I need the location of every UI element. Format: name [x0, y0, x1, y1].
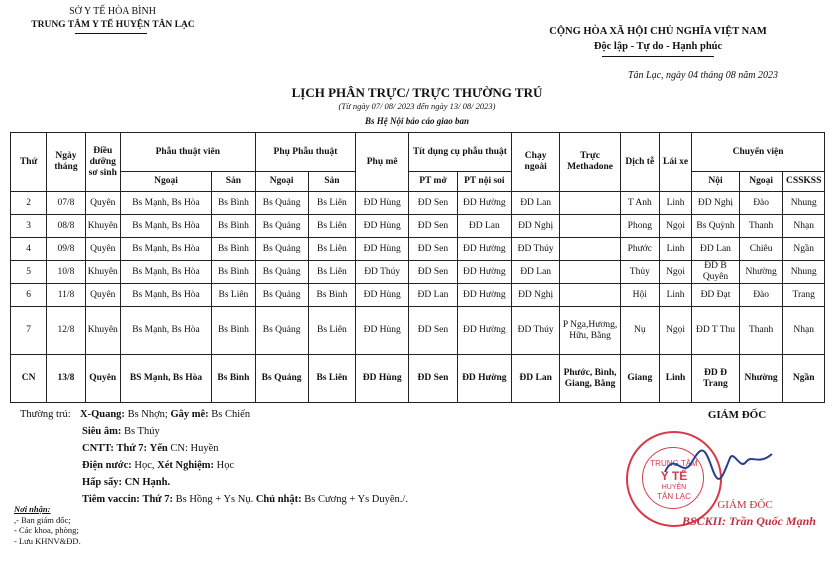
cell-dich-te: Phước — [620, 238, 659, 261]
cell-dd: Khuyên — [85, 215, 120, 238]
cell-ngay: 10/8 — [47, 261, 85, 284]
cell-ngay: 09/8 — [47, 238, 85, 261]
cntt-label: CNTT: — [82, 443, 114, 454]
cell-phu-me: ĐD Hùng — [356, 215, 409, 238]
cell-dich-te: Giang — [620, 355, 659, 403]
th-phu-ngoai: Ngoại — [255, 172, 308, 192]
cell-cv-css: Ngần — [783, 355, 825, 403]
cell-phu-san: Bs Liên — [308, 215, 356, 238]
cell-thu: 3 — [11, 215, 47, 238]
cell-dich-te: Phong — [620, 215, 659, 238]
cell-methadone — [560, 192, 620, 215]
table-row — [11, 238, 825, 261]
cell-phu-ngoai: Bs Quảng — [255, 261, 308, 284]
cell-cv-noi: Bs Quỳnh — [692, 215, 740, 238]
motto-underline — [602, 56, 714, 57]
cell-pt-noi-soi: ĐD Lan — [457, 215, 511, 238]
sign-role-red: GIÁM ĐỐC — [717, 499, 773, 511]
cell-dd: Khuyên — [85, 261, 120, 284]
vaccin-cn-label: Chủ nhật: — [255, 494, 302, 505]
cell-cv-noi: ĐD T Thu — [692, 307, 740, 355]
th-cv-noi: Nội — [692, 172, 740, 192]
cntt-t7-label: Thứ 7: — [116, 443, 148, 454]
cell-cv-noi: ĐD Nghị — [692, 192, 740, 215]
cell-phu-ngoai: Bs Quảng — [255, 192, 308, 215]
cell-thu: 7 — [11, 307, 47, 355]
cell-phu-san: Bs Liên — [308, 192, 356, 215]
note-xquang — [20, 406, 251, 423]
cell-ngay: 07/8 — [47, 192, 85, 215]
cell-ptv-san: Bs Bình — [212, 238, 256, 261]
recipient-item: - Lưu KHNV&ĐD. — [14, 535, 81, 546]
table-row — [11, 284, 825, 307]
cell-dich-te: Thủy — [620, 261, 659, 284]
vaccin-t7-label: Thứ 7: — [142, 494, 173, 505]
th-cv-css: CSSKSS — [783, 172, 825, 192]
sieuam-label: Siêu âm: — [82, 426, 122, 437]
cell-chay: ĐD Lan — [511, 192, 560, 215]
cell-ptv-san: Bs Liên — [212, 284, 256, 307]
th-ptv-ngoai: Ngoại — [120, 172, 211, 192]
recipients — [14, 504, 81, 546]
xetnghiem-label: Xét Nghiệm: — [157, 460, 214, 471]
xquang-value: Bs Nhợn; — [127, 409, 168, 420]
cell-dd: Quyên — [85, 355, 120, 403]
cell-phu-ngoai: Bs Quảng — [255, 307, 308, 355]
cell-thu: 6 — [11, 284, 47, 307]
th-chuyen-vien: Chuyển viện — [692, 133, 825, 172]
cell-pt-mo: ĐD Lan — [409, 284, 458, 307]
vaccin-t7-value: Bs Hồng + Ys Nụ. — [175, 494, 254, 505]
cell-chay: ĐD Thúy — [511, 307, 560, 355]
cell-cv-ngoai: Thanh — [739, 307, 783, 355]
cell-thu: 2 — [11, 192, 47, 215]
xquang-label: X-Quang: — [80, 409, 125, 420]
cell-thu: CN — [11, 355, 47, 403]
gayme-label: Gây mê: — [170, 409, 209, 420]
cell-pt-mo: ĐD Sen — [409, 238, 458, 261]
sieuam-value: Bs Thúy — [124, 426, 160, 437]
recipient-item: ,- Ban giám đốc; — [14, 514, 71, 525]
gayme-value: Bs Chiến — [211, 409, 251, 420]
cell-cv-css: Trang — [783, 284, 825, 307]
th-ptv-san: Sản — [212, 172, 256, 192]
nation-title: CỘNG HÒA XÃ HỘI CHỦ NGHĨA VIỆT NAM — [549, 26, 767, 37]
th-chay-ngoai: Chạy ngoài — [511, 133, 560, 192]
cell-phu-san: Bs Liên — [308, 261, 356, 284]
cell-chay: ĐD Nghị — [511, 284, 560, 307]
note-diennuoc — [20, 457, 235, 474]
cell-methadone — [560, 215, 620, 238]
stamp-district: TÂN LẠC — [657, 492, 691, 501]
table-row — [11, 261, 825, 284]
cell-methadone: Phước, Bình, Giang, Bằng — [560, 355, 620, 403]
cell-phu-ngoai: Bs Quảng — [255, 238, 308, 261]
cell-dich-te: Nụ — [620, 307, 659, 355]
cell-phu-san: Bs Liên — [308, 355, 356, 403]
cell-dich-te: Hội — [620, 284, 659, 307]
nation-motto: Độc lập - Tự do - Hạnh phúc — [593, 41, 723, 52]
cell-pt-mo: ĐD Sen — [409, 307, 458, 355]
doc-subtitle: (Từ ngày 07/ 08/ 2023 đến ngày 13/ 08/ 2023) — [338, 101, 496, 111]
cell-lai-xe: Linh — [660, 284, 692, 307]
cell-phu-me: ĐD Hùng — [356, 284, 409, 307]
th-dich-te: Dịch tễ — [620, 133, 659, 192]
cell-ptv-ngoai: Bs Mạnh, Bs Hòa — [120, 192, 211, 215]
cell-dd: Khuyên — [85, 307, 120, 355]
stamp-yte: Y TẾ — [660, 469, 688, 483]
hapsay-label: Hấp sấy: — [82, 477, 122, 488]
cell-lai-xe: Linh — [660, 192, 692, 215]
th-methadone: Trực Methadone — [560, 133, 620, 192]
org-underline — [75, 33, 147, 34]
diennuoc-value: Học, — [134, 460, 155, 471]
cell-pt-mo: ĐD Sen — [409, 215, 458, 238]
cell-lai-xe: Linh — [660, 355, 692, 403]
cell-phu-san: Bs Liên — [308, 238, 356, 261]
cell-cv-ngoai: Đào — [739, 192, 783, 215]
cell-chay: ĐD Thúy — [511, 238, 560, 261]
th-lai-xe: Lái xe — [660, 133, 692, 192]
table-row — [11, 192, 825, 215]
cell-lai-xe: Linh — [660, 238, 692, 261]
cell-cv-noi: ĐD Lan — [692, 238, 740, 261]
th-phu-pt: Phụ Phẫu thuật — [255, 133, 356, 172]
cell-pt-noi-soi: ĐD Hường — [457, 284, 511, 307]
cell-cv-ngoai: Nhường — [739, 355, 783, 403]
cell-ptv-ngoai: Bs Mạnh, Bs Hòa — [120, 261, 211, 284]
cell-thu: 4 — [11, 238, 47, 261]
cell-pt-noi-soi: ĐD Hường — [457, 355, 511, 403]
cell-cv-noi: ĐD Đạt — [692, 284, 740, 307]
th-pt-mo: PT mở — [409, 172, 458, 192]
cell-chay: ĐD Nghị — [511, 215, 560, 238]
cell-cv-noi: ĐD B Quyên — [692, 261, 740, 284]
cell-cv-ngoai: Chiêu — [739, 238, 783, 261]
note-hapsay — [20, 474, 171, 491]
signature-scribble — [660, 440, 780, 490]
cell-phu-ngoai: Bs Quảng — [255, 284, 308, 307]
th-phu-me: Phụ mê — [356, 133, 409, 192]
cell-ptv-san: Bs Bình — [212, 192, 256, 215]
cell-ngay: 13/8 — [47, 355, 85, 403]
cell-ngay: 08/8 — [47, 215, 85, 238]
cell-phu-me: ĐD Hùng — [356, 192, 409, 215]
cell-pt-noi-soi: ĐD Hường — [457, 307, 511, 355]
recipients-title: Nơi nhận: — [14, 504, 51, 514]
briefing-note: Bs Hệ Nội báo cáo giao ban — [364, 116, 469, 126]
vaccin-cn-value: Bs Cương + Ys Duyên./. — [304, 494, 408, 505]
cell-cv-ngoai: Thanh — [739, 215, 783, 238]
cell-lai-xe: Ngọi — [660, 215, 692, 238]
cell-ptv-san: Bs Bình — [212, 355, 256, 403]
header-row-2 — [11, 172, 825, 192]
cell-ptv-san: Bs Bình — [212, 261, 256, 284]
org-name: TRUNG TÂM Y TẾ HUYỆN TÂN LẠC — [31, 20, 195, 30]
cell-pt-mo: ĐD Sen — [409, 192, 458, 215]
cell-ngay: 12/8 — [47, 307, 85, 355]
table-row — [11, 355, 825, 403]
cell-phu-me: ĐD Hùng — [356, 355, 409, 403]
vaccin-label: Tiêm vaccin: — [82, 494, 140, 505]
cell-phu-san: Bs Liên — [308, 307, 356, 355]
cell-cv-ngoai: Đào — [739, 284, 783, 307]
cell-ptv-ngoai: Bs Mạnh, Bs Hòa — [120, 238, 211, 261]
cell-pt-mo: ĐD Sen — [409, 261, 458, 284]
cell-cv-css: Nhung — [783, 261, 825, 284]
th-phu-san: Sản — [308, 172, 356, 192]
cell-cv-ngoai: Nhường — [739, 261, 783, 284]
note-cntt — [20, 440, 219, 457]
cell-phu-ngoai: Bs Quảng — [255, 355, 308, 403]
th-thu: Thứ — [11, 133, 47, 192]
cell-ptv-ngoai: Bs Mạnh, Bs Hòa — [120, 215, 211, 238]
cell-ptv-ngoai: Bs Mạnh, Bs Hòa — [120, 284, 211, 307]
header-row-1 — [11, 133, 825, 172]
cell-chay: ĐD Lan — [511, 261, 560, 284]
cell-phu-ngoai: Bs Quảng — [255, 215, 308, 238]
duty-notes — [20, 406, 408, 508]
cell-ptv-san: Bs Bình — [212, 307, 256, 355]
cell-phu-san: Bs Bình — [308, 284, 356, 307]
cell-cv-noi: ĐD Đ Trang — [692, 355, 740, 403]
stamp-huyen: HUYỆN — [661, 484, 687, 491]
doc-title: LỊCH PHÂN TRỰC/ TRỰC THƯỜNG TRÚ — [291, 85, 543, 100]
th-pt-noi-soi: PT nội soi — [457, 172, 511, 192]
ministry-name: SỞ Y TẾ HÒA BÌNH — [69, 6, 156, 17]
th-dieu-duong: Điều dưỡng sơ sinh — [85, 133, 120, 192]
xetnghiem-value: Học — [216, 460, 235, 471]
cell-methadone: P Nga,Hương, Hữu, Bằng — [560, 307, 620, 355]
cell-cv-css: Nhạn — [783, 307, 825, 355]
cell-dd: Quyên — [85, 238, 120, 261]
cell-pt-noi-soi: ĐD Hường — [457, 192, 511, 215]
table-row — [11, 215, 825, 238]
cell-pt-noi-soi: ĐD Hường — [457, 261, 511, 284]
place-date: Tân Lạc, ngày 04 tháng 08 năm 2023 — [628, 70, 778, 81]
note-sieuam — [20, 423, 160, 440]
cell-methadone — [560, 238, 620, 261]
diennuoc-label: Điện nước: — [82, 460, 132, 471]
cntt-t7-value: Yến — [149, 443, 168, 454]
cell-methadone — [560, 284, 620, 307]
schedule-table — [10, 132, 825, 403]
cell-dich-te: T Anh — [620, 192, 659, 215]
note-thuong-tru-label: Thường trú: — [20, 409, 71, 420]
cell-pt-noi-soi: ĐD Hường — [457, 238, 511, 261]
cell-lai-xe: Ngọi — [660, 307, 692, 355]
sign-name: BSCKII: Trần Quốc Mạnh — [682, 514, 816, 528]
cell-dd: Quyên — [85, 192, 120, 215]
cell-ptv-san: Bs Bình — [212, 215, 256, 238]
cell-phu-me: ĐD Hùng — [356, 307, 409, 355]
table-row — [11, 307, 825, 355]
th-ngay-thang: Ngày tháng — [47, 133, 85, 192]
cell-ngay: 11/8 — [47, 284, 85, 307]
hapsay-value: CN Hạnh. — [124, 477, 171, 488]
cell-cv-css: Ngần — [783, 238, 825, 261]
cell-pt-mo: ĐD Sen — [409, 355, 458, 403]
cell-ptv-ngoai: BS Mạnh, Bs Hòa — [120, 355, 211, 403]
recipient-item: - Các khoa, phòng; — [14, 525, 79, 535]
cell-methadone — [560, 261, 620, 284]
th-ptv: Phẫu thuật viên — [120, 133, 255, 172]
signature-role: GIÁM ĐỐC — [707, 409, 767, 421]
cntt-cn: CN: Huyền — [170, 443, 219, 454]
th-cv-ngoai: Ngoại — [739, 172, 783, 192]
cell-cv-css: Nhạn — [783, 215, 825, 238]
th-dung-cu: Tít dụng cụ phẫu thuật — [409, 133, 512, 172]
cell-phu-me: ĐD Thúy — [356, 261, 409, 284]
cell-ptv-ngoai: Bs Mạnh, Bs Hòa — [120, 307, 211, 355]
cell-lai-xe: Ngọi — [660, 261, 692, 284]
cell-thu: 5 — [11, 261, 47, 284]
cell-cv-css: Nhung — [783, 192, 825, 215]
cell-dd: Quyên — [85, 284, 120, 307]
cell-chay: ĐD Lan — [511, 355, 560, 403]
stamp-org: TRUNG TÂM — [650, 459, 698, 468]
cell-phu-me: ĐD Hùng — [356, 238, 409, 261]
